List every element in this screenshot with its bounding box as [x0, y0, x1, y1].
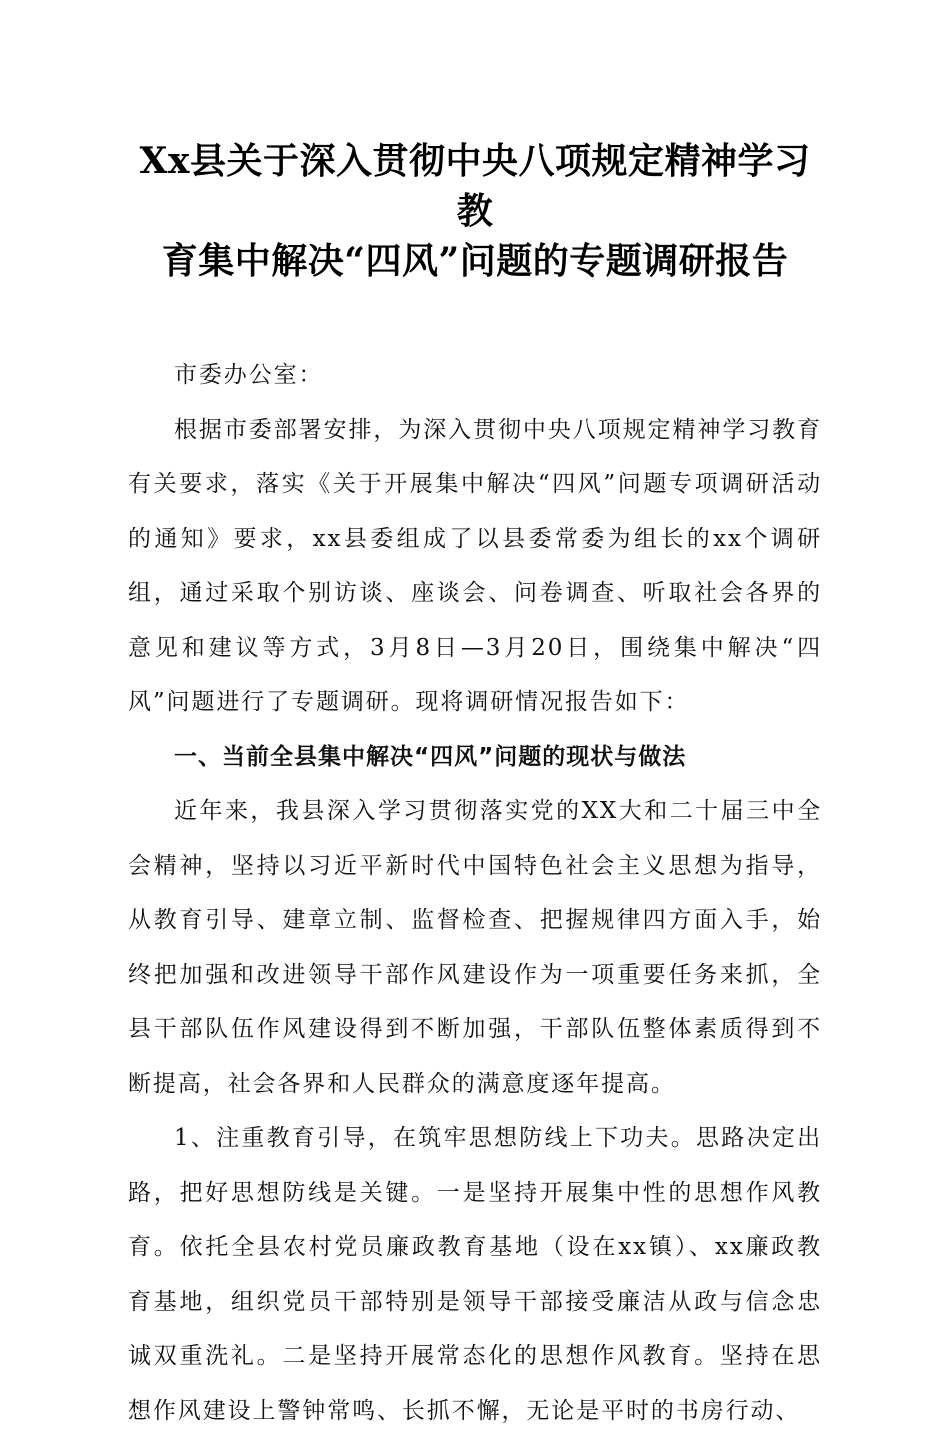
- section-1-paragraph: 近年来，我县深入学习贯彻落实党的XX大和二十届三中全会精神，坚持以习近平新时代中国特色社会主义思想为指导，从教育引导、建章立制、监督检查、把握规律四方面入手，始终把加强和改进领导干部作风建设作为一项重要任务来抓，全县干部队伍作风建设得到不断加强，干部队伍整体素质得到不断提高，社会各界和人民群众的满意度逐年提高。: [128, 798, 822, 1097]
- salutation: 市委办公室：: [174, 362, 324, 388]
- intro-paragraph: 根据市委部署安排，为深入贯彻中央八项规定精神学习教育有关要求，落实《关于开展集中解决“四风”问题专项调研活动的通知》要求，xx县委组成了以县委常委为组长的xx个调研组，通过采取个别访谈、座谈会、问卷调查、听取社会各界的意见和建议等方式，3月8日—3月20日，围绕集中解决“四风”问题进行了专题调研。现将调研情况报告如下：: [128, 416, 822, 715]
- subsection-1-paragraph: 1、注重教育引导，在筑牢思想防线上下功夫。思路决定出路，把好思想防线是关键。一是坚持开展集中性的思想作风教育。依托全县农村党员廉政教育基地（设在xx镇）、xx廉政教育基地，组织党员干部特别是领导干部接受廉洁从政与信念忠诚双重洗礼。二是坚持开展常态化的思想作风教育。坚持在思想作风建设上警钟常鸣、长抓不懈，无论是平时的书房行动、: [128, 1125, 822, 1424]
- section-1-heading: 一、当前全县集中解决“四风”问题的现状与做法: [174, 743, 687, 770]
- document-title: [128, 136, 822, 286]
- title-line-2: 育集中解决“四风”问题的专题调研报告: [161, 240, 789, 282]
- title-line-1: Xx县关于深入贯彻中央八项规定精神学习教: [139, 140, 811, 232]
- document-body: [128, 348, 822, 1438]
